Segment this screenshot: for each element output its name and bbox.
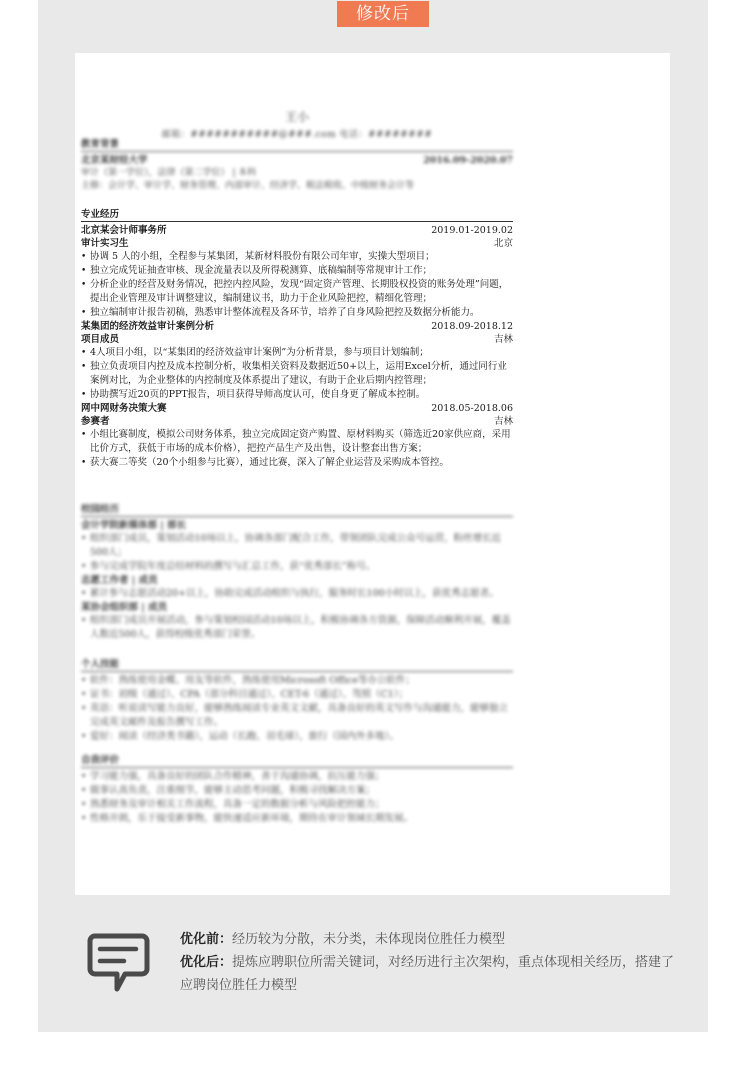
experience-role: 审计实习生 xyxy=(81,238,129,249)
experience-bullet: • 分析企业的经营及财务情况，把控内控风险，发现“固定资产管理、长期股权投资的账务处理”问题，提出企业管理及审计调整建议，编制建议书，助力于企业风险把控，精细化管理； xyxy=(81,278,513,306)
campus-head: 会计学院新媒体部 | 部长 xyxy=(81,520,187,531)
skills-bullet: • 软件：熟练使用金蝶、用友等软件，熟练使用Microsoft Office等办公软件； xyxy=(81,674,513,688)
experience-date: 2019.01-2019.02 xyxy=(431,225,513,236)
experience-item xyxy=(81,402,513,470)
experience-place: 吉林 xyxy=(493,416,513,427)
campus-title: 校园经历 xyxy=(81,501,513,517)
education-major: 审计（第一学位），法律（第二学位） | 本科 xyxy=(81,168,257,178)
campus-bullet: • 组织部门成员开展活动，参与策划校园活动10场以上，积极协调各方资源，保障活动顺利开展，覆盖人数近500人，获得校级优秀部门荣誉。 xyxy=(81,614,513,642)
experience-bullet: • 独立完成凭证抽查审核、现金流量表以及所得税测算、底稿编制等常规审计工作； xyxy=(81,264,513,278)
experience-role: 参赛者 xyxy=(81,416,110,427)
resume-contact: 邮箱：###########@###.com 电话：######## xyxy=(161,130,433,140)
experience-place: 北京 xyxy=(493,238,513,249)
resume-name: 王小 xyxy=(284,110,309,124)
note-after-text: 提炼应聘职位所需关键词，对经历进行主次架构，重点体现相关经历，搭建了应聘岗位胜任力模型 xyxy=(180,955,675,993)
skills-section xyxy=(81,656,513,744)
education-title: 教育背景 xyxy=(81,136,513,152)
skills-bullet: • 证书：初级（通过）、CPA（部分科目通过）、CET-6（通过）、驾照（C1）； xyxy=(81,688,513,702)
experience-item xyxy=(81,224,513,320)
experience-bullet: • 独立编制审计报告初稿，熟悉审计整体流程及各环节，培养了自身风险把控及数据分析能力。 xyxy=(81,306,513,320)
experience-org-row xyxy=(81,402,513,415)
experience-role: 项目成员 xyxy=(81,334,120,345)
comment-icon xyxy=(87,932,150,994)
campus-head: 志愿工作者 | 成员 xyxy=(81,575,158,586)
experience-bullet: • 小组比赛制度，模拟公司财务体系，独立完成固定资产购置、原材料购买（筛选近20家供应商，采用比价方式，获低于市场的成本价格），把控产品生产及出售，设计整套出售方案； xyxy=(81,428,513,456)
campus-section xyxy=(81,501,513,642)
experience-bullet: • 独立负责项目内控及成本控制分析，收集相关资料及数据近50+以上，运用Excel分析，通过同行业案例对比，为企业整体的内控制度及体系提出了建议，有助于企业后期内控管理； xyxy=(81,360,513,388)
experience-section xyxy=(81,206,513,470)
note-before-label: 优化前： xyxy=(180,932,233,947)
experience-role-row xyxy=(81,237,513,250)
experience-bullet: • 获大赛二等奖（20个小组参与比赛），通过比赛，深入了解企业运营及采购成本管控。 xyxy=(81,456,513,470)
campus-head: 某协会组织部 | 成员 xyxy=(81,602,168,613)
experience-org: 北京某会计师事务所 xyxy=(81,225,167,236)
campus-bullet: • 参与完成学院年度总结材料的撰写与汇总工作，获“优秀部长”称号。 xyxy=(81,560,513,574)
self-eval-bullet: • 熟悉财务及审计相关工作流程，具备一定的数据分析与风险把控能力； xyxy=(81,798,513,812)
self-eval-bullet: • 学习能力强，具备良好的团队合作精神，善于沟通协调，抗压能力强； xyxy=(81,770,513,784)
education-section xyxy=(81,136,513,192)
education-row xyxy=(81,154,513,167)
school-name: 北京某财经大学 xyxy=(81,155,148,166)
note-before xyxy=(180,928,680,951)
experience-org-row xyxy=(81,320,513,333)
experience-item xyxy=(81,320,513,402)
experience-org: 某集团的经济效益审计案例分析 xyxy=(81,321,215,332)
skills-bullet: • 爱好：阅读（经济类书籍），运动（长跑、羽毛球），旅行（国内外多地）。 xyxy=(81,730,513,744)
school-date: 2016.09-2020.07 xyxy=(423,155,513,166)
note-before-text: 经历较为分散，未分类，未体现岗位胜任力模型 xyxy=(232,932,506,947)
experience-title: 专业经历 xyxy=(81,206,513,222)
campus-bullet: • 组织部门成员，策划活动10场以上，协调各部门配合工作，带领团队完成公众号运营，粉丝增长近500人； xyxy=(81,532,513,560)
self-eval-bullet: • 做事认真负责，注重细节，能够主动思考问题，积极寻找解决方案； xyxy=(81,784,513,798)
skills-bullet: • 英语：听说读写能力良好，能够熟练阅读专业英文文献，具备良好的英文写作与沟通能力，能够独立完成英文邮件及报告撰写工作。 xyxy=(81,702,513,730)
campus-bullet: • 累计参与志愿活动20+以上，协助完成活动组织与执行，服务时长100小时以上，获优秀志愿者。 xyxy=(81,587,513,601)
note-after xyxy=(180,951,680,997)
after-tag: 修改后 xyxy=(337,1,429,27)
skills-title: 个人技能 xyxy=(81,656,513,672)
experience-bullet: • 4人项目小组，以“某集团的经济效益审计案例”为分析背景，参与项目计划编制； xyxy=(81,346,513,360)
experience-role-row xyxy=(81,415,513,428)
self-eval-title: 自我评价 xyxy=(81,752,513,768)
self-eval-section xyxy=(81,752,513,826)
experience-role-row xyxy=(81,333,513,346)
experience-date: 2018.05-2018.06 xyxy=(431,403,513,414)
self-eval-bullet: • 性格开朗，乐于接受新事物，能快速适应新环境，期待在审计领域长期发展。 xyxy=(81,812,513,826)
experience-date: 2018.09-2018.12 xyxy=(431,321,513,332)
education-courses: 主修：会计学、审计学、财务管理、内部审计、经济学、税法税收、中级财务会计等 xyxy=(81,180,415,191)
experience-bullet: • 协助撰写近20页的PPT报告，项目获得导师高度认可，使自身更了解成本控制。 xyxy=(81,388,513,402)
experience-org-row xyxy=(81,224,513,237)
note-after-label: 优化后： xyxy=(180,955,233,970)
notes xyxy=(180,928,680,997)
experience-org: 网中网财务决策大赛 xyxy=(81,403,167,414)
experience-place: 吉林 xyxy=(493,334,513,345)
resume xyxy=(81,108,513,824)
experience-bullet: • 协调 5 人的小组，全程参与某集团，某新材料股份有限公司年审，实操大型项目； xyxy=(81,250,513,264)
